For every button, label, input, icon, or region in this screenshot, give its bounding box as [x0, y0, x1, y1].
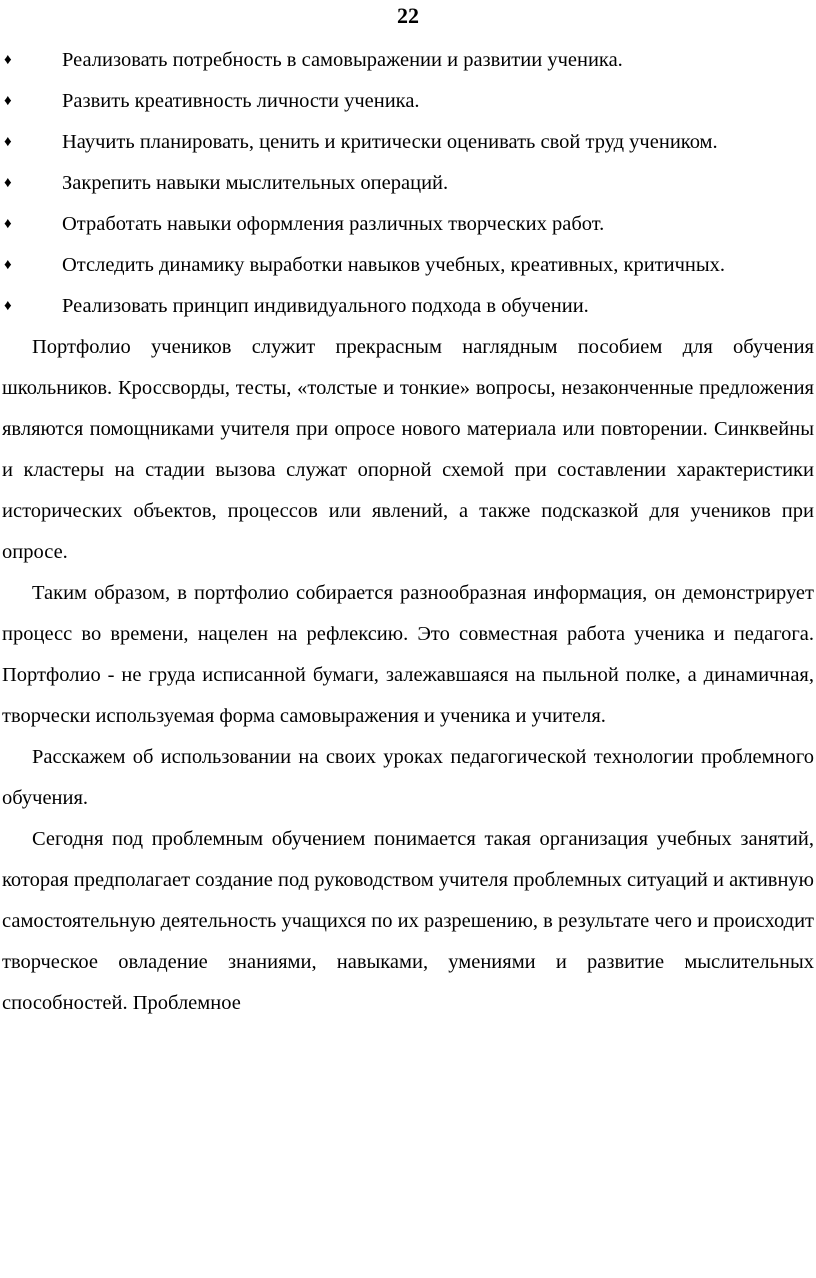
- paragraph: Портфолио учеников служит прекрасным наглядным пособием для обучения школьников. Кроссворды, тесты, «толстые и тонкие» вопросы, незаконченные предложения являются помощниками учителя при опросе нового материала или повторении. Синквейны и кластеры на стадии вызова служат опорной схемой при составлении характеристики исторических объектов, процессов или явлений, а также подсказкой для учеников при опросе.: [2, 336, 814, 563]
- paragraph: Таким образом, в портфолио собирается разнообразная информация, он демонстрирует процесс во времени, нацелен на рефлексию. Это совместная работа ученика и педагога. Портфолио - не груда исписанной бумаги, залежавшаяся на пыльной полке, а динамичная, творчески используемая форма самовыражения и ученика и учителя.: [2, 582, 814, 727]
- diamond-bullet-icon: ♦: [4, 93, 12, 109]
- bullet-item: [2, 163, 814, 204]
- bullet-text: Развить креативность личности ученика.: [62, 90, 420, 112]
- bullet-text: Научить планировать, ценить и критически оценивать свой труд учеником.: [62, 131, 718, 153]
- paragraph: Расскажем об использовании на своих уроках педагогической технологии проблемного обучения.: [2, 746, 814, 809]
- bullet-item: [2, 204, 814, 245]
- diamond-bullet-icon: ♦: [4, 257, 12, 273]
- diamond-bullet-icon: ♦: [4, 216, 12, 232]
- diamond-bullet-icon: ♦: [4, 52, 12, 68]
- bullet-text: Реализовать принцип индивидуального подхода в обучении.: [62, 295, 589, 317]
- bullet-text: Реализовать потребность в самовыражении и развитии ученика.: [62, 49, 623, 71]
- bullet-text: Отследить динамику выработки навыков учебных, креативных, критичных.: [62, 254, 726, 276]
- bullet-item: [2, 122, 814, 163]
- bullet-item: [2, 245, 814, 286]
- page-content: [2, 40, 814, 1024]
- bullet-text: Закрепить навыки мыслительных операций.: [62, 172, 449, 194]
- page-number: 22: [397, 3, 419, 28]
- diamond-bullet-icon: ♦: [4, 134, 12, 150]
- bullet-item: [2, 40, 814, 81]
- diamond-bullet-icon: ♦: [4, 298, 12, 314]
- bullet-item: [2, 81, 814, 122]
- bullet-item: [2, 286, 814, 327]
- bullet-text: Отработать навыки оформления различных творческих работ.: [62, 213, 605, 235]
- diamond-bullet-icon: ♦: [4, 175, 12, 191]
- paragraph: Сегодня под проблемным обучением понимается такая организация учебных занятий, которая предполагает создание под руководством учителя проблемных ситуаций и активную самостоятельную деятельность учащихся по их разрешению, в результате чего и происходит творческое овладение знаниями, навыками, умениями и развитие мыслительных способностей. Проблемное: [2, 828, 814, 1014]
